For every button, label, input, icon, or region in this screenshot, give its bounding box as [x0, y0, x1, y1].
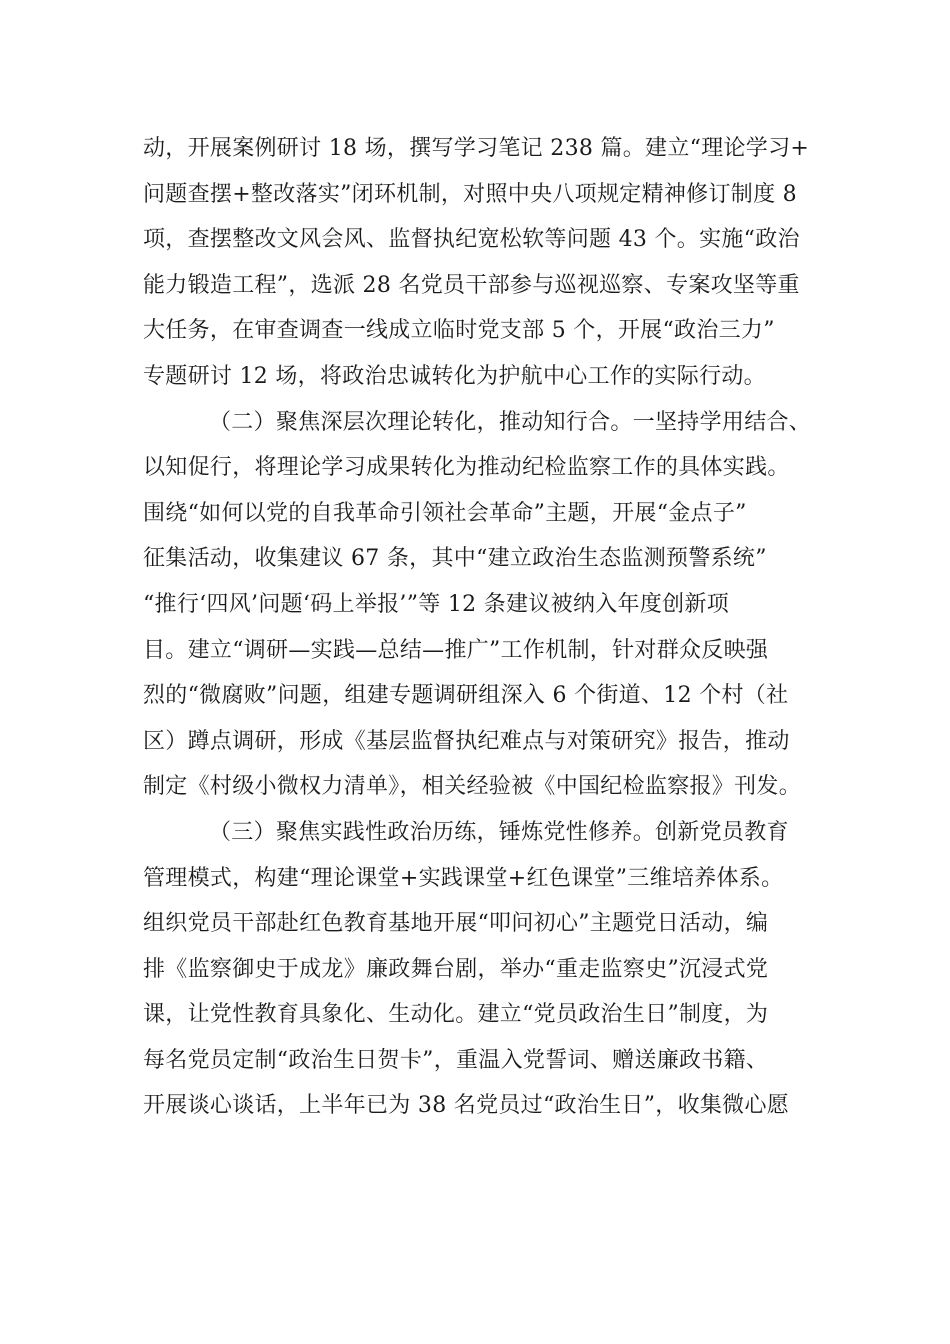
- text-line: 排《监察御史于成龙》廉政舞台剧，举办“重走监察史”沉浸式党: [143, 956, 769, 982]
- text-line: 管理模式，构建“理论课堂+实践课堂+红色课堂”三维培养体系。: [143, 865, 784, 891]
- text-line: 项，查摆整改文风会风、监督执纪宽松软等问题 43 个。实施“政治: [143, 227, 800, 253]
- text-line: 围绕“如何以党的自我革命引领社会革命”主题，开展“金点子”: [143, 500, 747, 526]
- text-line: 烈的“微腐败”问题，组建专题调研组深入 6 个街道、12 个村（社: [143, 683, 789, 709]
- text-line: 专题研讨 12 场，将政治忠诚转化为护航中心工作的实际行动。: [143, 363, 766, 389]
- text-line: 征集活动，收集建议 67 条，其中“建立政治生态监测预警系统”: [143, 546, 767, 572]
- section-heading-line: （三）聚焦实践性政治历练，锤炼党性修养。创新党员教育: [209, 819, 789, 845]
- text-line: “推行‘四风’问题‘码上举报’”等 12 条建议被纳入年度创新项: [143, 591, 730, 617]
- text-line: 问题查摆+整改落实”闭环机制，对照中央八项规定精神修订制度 8: [143, 181, 797, 207]
- text-line: 大任务，在审查调查一线成立临时党支部 5 个，开展“政治三力”: [143, 318, 775, 344]
- text-line: 开展谈心谈话，上半年已为 38 名党员过“政治生日”，收集微心愿: [143, 1093, 790, 1119]
- text-line: 制定《村级小微权力清单》，相关经验被《中国纪检监察报》刊发。: [143, 774, 802, 800]
- section-heading-line: （二）聚焦深层次理论转化，推动知行合。一坚持学用结合、: [209, 409, 812, 435]
- text-line: 以知促行，将理论学习成果转化为推动纪检监察工作的具体实践。: [143, 455, 790, 481]
- text-line: 区）蹲点调研，形成《基层监督执纪难点与对策研究》报告，推动: [143, 728, 790, 754]
- text-line: 动，开展案例研讨 18 场，撰写学习笔记 238 篇。建立“理论学习+: [143, 136, 810, 161]
- text-line: 目。建立“调研—实践—总结—推广”工作机制，针对群众反映强: [143, 637, 769, 663]
- text-line: 课，让党性教育具象化、生动化。建立“党员政治生日”制度，为: [143, 1002, 769, 1028]
- document-body: [143, 126, 833, 1129]
- text-line: 组织党员干部赴红色教育基地开展“叩问初心”主题党日活动，编: [143, 911, 769, 937]
- text-line: 能力锻造工程”，选派 28 名党员干部参与巡视巡察、专案攻坚等重: [143, 272, 800, 298]
- text-line: 每名党员定制“政治生日贺卡”，重温入党誓词、赠送廉政书籍、: [143, 1047, 769, 1073]
